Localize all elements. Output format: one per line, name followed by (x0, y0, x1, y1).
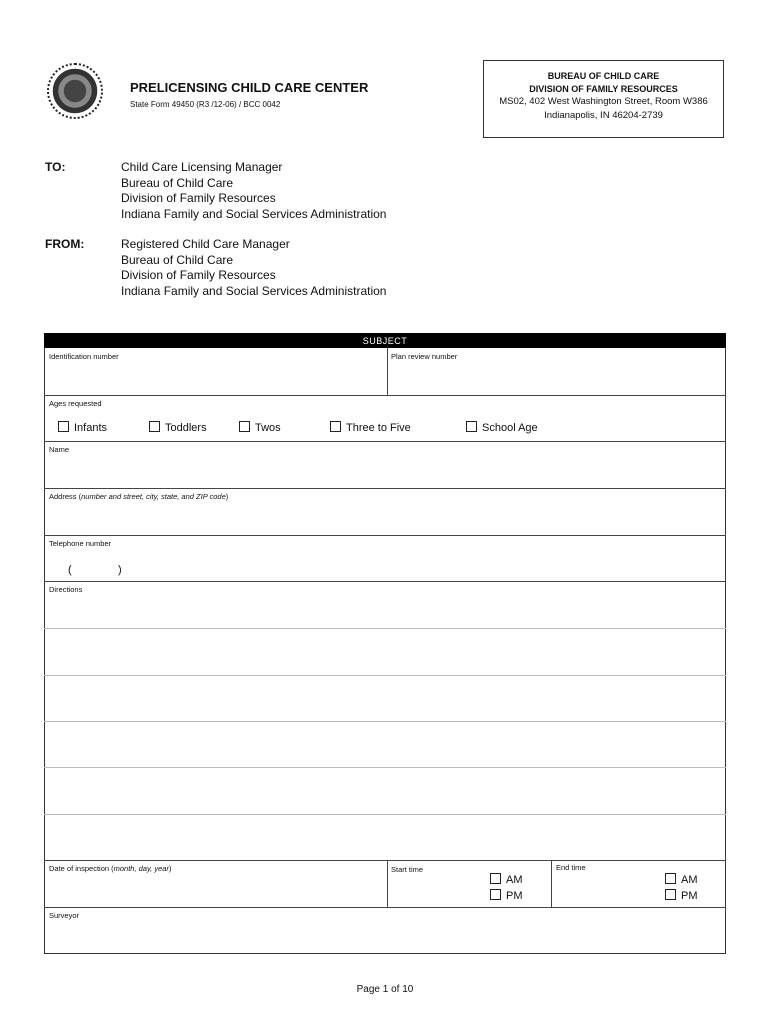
to-line: Division of Family Resources (121, 191, 276, 205)
divider (387, 860, 388, 907)
pm-label: PM (681, 890, 698, 902)
subject-header: SUBJECT (44, 333, 726, 348)
divider (44, 488, 726, 489)
pm-label: PM (506, 890, 523, 902)
start-pm-checkbox[interactable] (490, 889, 523, 902)
to-recipient (121, 160, 386, 222)
bureau-name: BUREAU OF CHILD CARE (547, 71, 660, 81)
city-address: Indianapolis, IN 46204-2739 (544, 110, 663, 121)
date-label-close: ) (168, 864, 172, 873)
from-line: Division of Family Resources (121, 268, 276, 282)
date-label-text: Date of inspection ( (49, 864, 114, 873)
telephone-field[interactable] (45, 549, 725, 580)
surveyor-label: Surveyor (49, 911, 80, 920)
divider (44, 907, 726, 908)
date-hint: month, day, year (113, 864, 169, 873)
plan-review-number-label: Plan review number (391, 352, 458, 361)
divider (44, 581, 726, 582)
from-label: FROM: (45, 237, 85, 251)
to-line: Bureau of Child Care (121, 175, 234, 190)
directions-field[interactable] (45, 595, 725, 859)
infants-checkbox[interactable] (58, 421, 107, 434)
area-code-open-paren: ( (68, 564, 72, 576)
address-label-close: ) (225, 492, 229, 501)
area-code-close-paren: ) (118, 564, 122, 576)
division-name: DIVISION OF FAMILY RESOURCES (529, 84, 678, 94)
name-field[interactable] (45, 455, 725, 487)
page-number: Page 1 of 10 (356, 984, 414, 995)
school-age-checkbox[interactable] (466, 421, 538, 434)
checkbox-icon[interactable] (149, 421, 160, 432)
date-of-inspection-label (49, 864, 171, 873)
divider (387, 348, 388, 395)
date-of-inspection-field[interactable] (45, 874, 385, 906)
three-to-five-checkbox[interactable] (330, 421, 411, 434)
start-time-label: Start time (391, 865, 424, 874)
to-line: Indiana Family and Social Services Administration (121, 206, 387, 221)
from-line: Bureau of Child Care (121, 252, 234, 267)
checkbox-icon[interactable] (665, 873, 676, 884)
checkbox-icon[interactable] (490, 889, 501, 900)
three-to-five-label: Three to Five (346, 422, 411, 434)
address-box (483, 60, 724, 138)
form-number: State Form 49450 (R3 /12-06) / BCC 0042 (130, 100, 281, 109)
address-label (49, 492, 228, 501)
end-am-checkbox[interactable] (665, 873, 698, 886)
name-label: Name (49, 445, 70, 454)
from-line: Indiana Family and Social Services Administration (121, 283, 387, 298)
start-am-checkbox[interactable] (490, 873, 523, 886)
checkbox-icon[interactable] (466, 421, 477, 432)
checkbox-icon[interactable] (239, 421, 250, 432)
address-label-text: Address ( (49, 492, 82, 501)
end-time-label: End time (556, 863, 586, 872)
am-label: AM (506, 874, 523, 886)
toddlers-checkbox[interactable] (149, 421, 207, 434)
from-line: Registered Child Care Manager (121, 237, 290, 251)
to-line: Child Care Licensing Manager (121, 160, 283, 174)
am-label: AM (681, 874, 698, 886)
directions-label: Directions (49, 585, 83, 594)
end-pm-checkbox[interactable] (665, 889, 698, 902)
divider (44, 535, 726, 536)
to-label: TO: (45, 160, 66, 174)
toddlers-label: Toddlers (165, 422, 207, 434)
telephone-label: Telephone number (49, 539, 112, 548)
street-address: MS02, 402 West Washington Street, Room W386 (499, 96, 708, 107)
plan-review-number-field[interactable] (389, 362, 724, 394)
from-sender (121, 237, 386, 299)
twos-label: Twos (255, 422, 281, 434)
form-title: PRELICENSING CHILD CARE CENTER (130, 80, 369, 95)
checkbox-icon[interactable] (665, 889, 676, 900)
school-age-label: School Age (482, 422, 538, 434)
identification-number-label: Identification number (49, 352, 119, 361)
divider (44, 441, 726, 442)
state-seal-logo (47, 63, 103, 119)
checkbox-icon[interactable] (490, 873, 501, 884)
infants-label: Infants (74, 422, 108, 434)
surveyor-field[interactable] (45, 921, 725, 953)
twos-checkbox[interactable] (239, 421, 281, 434)
checkbox-icon[interactable] (58, 421, 69, 432)
address-hint: number and street, city, state, and ZIP code (81, 492, 226, 501)
checkbox-icon[interactable] (330, 421, 341, 432)
address-field[interactable] (45, 502, 725, 534)
divider (44, 395, 726, 396)
identification-number-field[interactable] (45, 362, 385, 394)
ages-requested-label: Ages requested (49, 399, 102, 408)
divider (44, 860, 726, 861)
divider (551, 860, 552, 907)
